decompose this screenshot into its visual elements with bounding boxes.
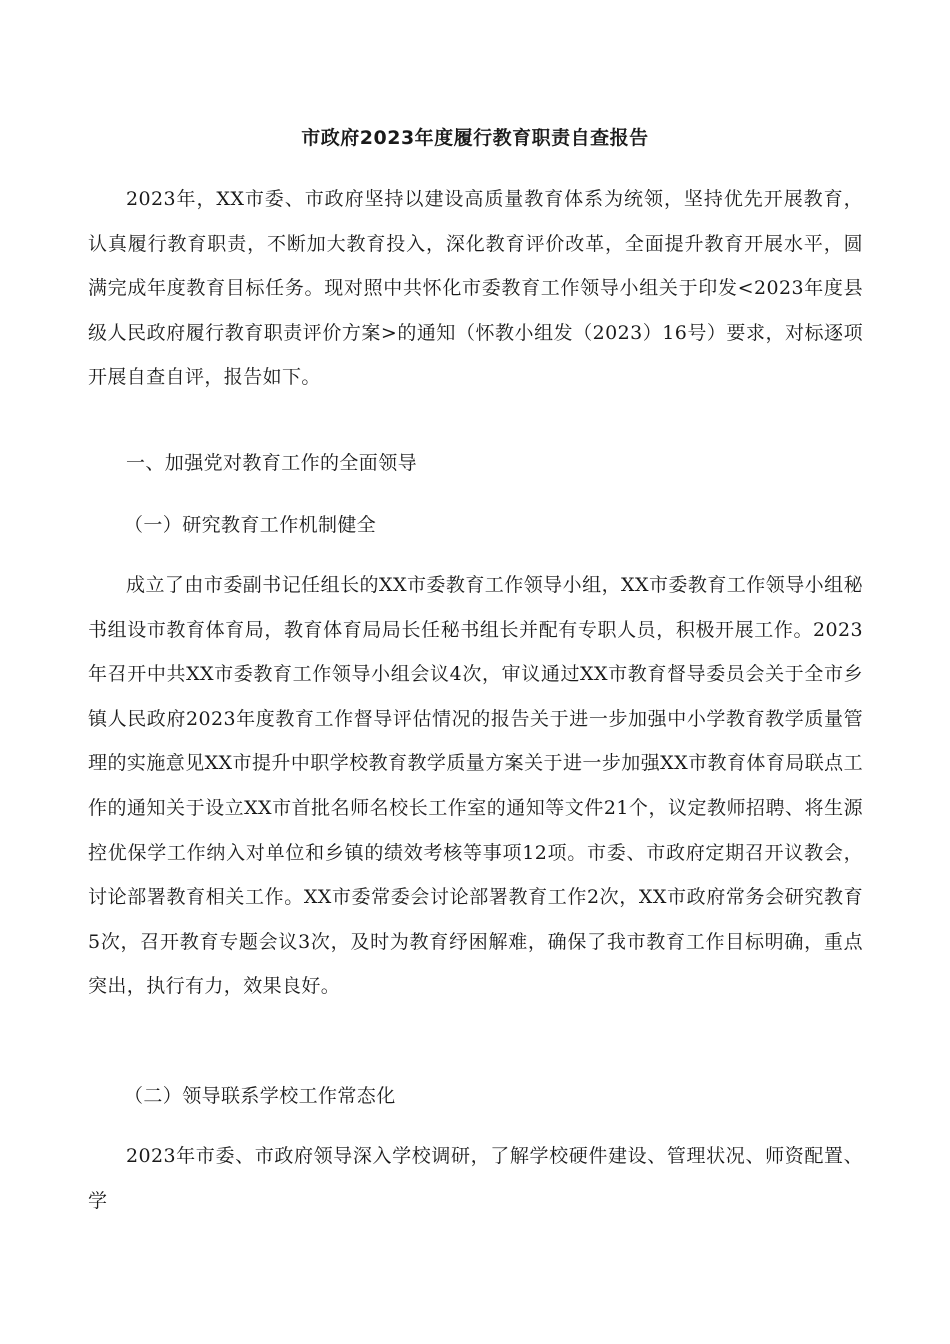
subsection-1-paragraph: 成立了由市委副书记任组长的XX市委教育工作领导小组，XX市委教育工作领导小组秘书组设市教育体育局，教育体育局局长任秘书组长并配有专职人员，积极开展工作。2023年召开中共XX市委教育工作领导小组会议4次，审议通过XX市教育督导委员会关于全市乡镇人民政府2023年度教育工作督导评估情况的报告关于进一步加强中小学教育教学质量管理的实施意见XX市提升中职学校教育教学质量方案关于进一步加强XX市教育体育局联点工作的通知关于设立XX市首批名师名校长工作室的通知等文件21个，议定教师招聘、将生源控优保学工作纳入对单位和乡镇的绩效考核等事项12项。市委、市政府定期召开议教会，讨论部署教育相关工作。XX市委常委会讨论部署教育工作2次，XX市政府常务会研究教育5次，召开教育专题会议3次，及时为教育纾困解难，确保了我市教育工作目标明确，重点突出，执行有力，效果良好。 bbox=[88, 574, 863, 998]
subsection-2-paragraph: 2023年市委、市政府领导深入学校调研，了解学校硬件建设、管理状况、师资配置、学 bbox=[88, 1145, 863, 1212]
intro-paragraph: 2023年，XX市委、市政府坚持以建设高质量教育体系为统领，坚持优先开展教育，认真履行教育职责，不断加大教育投入，深化教育评价改革，全面提升教育开展水平，圆满完成年度教育目标任务。现对照中共怀化市委教育工作领导小组关于印发<2023年度县级人民政府履行教育职责评价方案>的通知（怀教小组发（2023）16号）要求，对标逐项开展自查自评，报告如下。 bbox=[88, 188, 863, 389]
subsection-heading-1: （一）研究教育工作机制健全 bbox=[124, 514, 377, 536]
section-heading-1: 一、加强党对教育工作的全面领导 bbox=[126, 452, 418, 474]
subsection-heading-2: （二）领导联系学校工作常态化 bbox=[124, 1085, 396, 1107]
document-title: 市政府2023年度履行教育职责自查报告 bbox=[301, 127, 649, 149]
